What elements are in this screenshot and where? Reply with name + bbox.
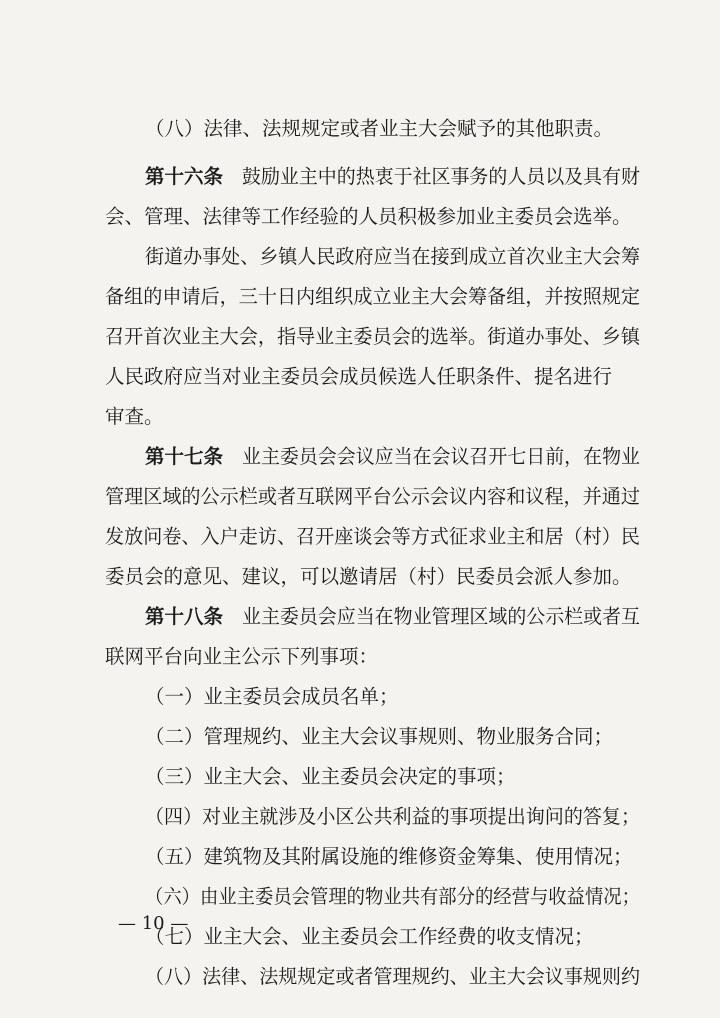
- line-text: 发放问卷、入户走访、召开座谈会等方式征求业主和居（村）民: [105, 525, 640, 548]
- line-text: （八）法律、法规规定或者管理规约、业主大会议事规则约: [145, 965, 640, 988]
- text-line: [0, 197, 720, 237]
- text-line: [0, 109, 720, 149]
- list-item: [0, 877, 720, 917]
- article-18-heading-line: [0, 597, 720, 637]
- line-text: （六）由业主委员会管理的物业共有部分的经营与收益情况；: [145, 885, 640, 908]
- line-text: 联网平台向业主公示下列事项：: [105, 645, 379, 668]
- line-text: （一）业主委员会成员名单；: [145, 685, 399, 708]
- text-line: [0, 637, 720, 677]
- text-line: [0, 517, 720, 557]
- line-text: （五）建筑物及其附属设施的维修资金筹集、使用情况；: [145, 845, 633, 868]
- line-text: 业主委员会会议应当在会议召开七日前，在物业: [242, 445, 641, 468]
- line-text: 召开首次业主大会，指导业主委员会的选举。街道办事处、乡镇: [105, 325, 640, 348]
- line-text: 审查。: [105, 405, 164, 428]
- line-text: （七）业主大会、业主委员会工作经费的收支情况；: [145, 925, 594, 948]
- text-line: [0, 277, 720, 317]
- article-number: 第十六条: [145, 165, 224, 188]
- list-item: [0, 717, 720, 757]
- text-line: [0, 397, 720, 437]
- text-line: [0, 477, 720, 517]
- line-text: 人民政府应当对业主委员会成员候选人任职条件、提名进行: [105, 365, 613, 388]
- line-text: （二）管理规约、业主大会议事规则、物业服务合同；: [145, 725, 614, 748]
- text-line: [0, 557, 720, 597]
- text-line: [0, 317, 720, 357]
- line-text: （八）法律、法规规定或者业主大会赋予的其他职责。: [145, 117, 614, 140]
- list-item: [0, 957, 720, 997]
- line-text: （四）对业主就涉及小区公共利益的事项提出询问的答复；: [145, 805, 640, 828]
- line-text: 鼓励业主中的热衷于社区事务的人员以及具有财: [242, 165, 641, 188]
- article-16-heading-line: [0, 157, 720, 197]
- line-text: 备组的申请后，三十日内组织成立业主大会筹备组，并按照规定: [105, 285, 640, 308]
- line-text: 街道办事处、乡镇人民政府应当在接到成立首次业主大会筹: [145, 245, 640, 268]
- line-text: 会、管理、法律等工作经验的人员积极参加业主委员会选举。: [105, 205, 632, 228]
- list-item: [0, 917, 720, 957]
- list-item: [0, 757, 720, 797]
- text-line: [0, 357, 720, 397]
- list-item: [0, 837, 720, 877]
- list-item: [0, 797, 720, 837]
- list-item: [0, 677, 720, 717]
- line-text: 业主委员会应当在物业管理区域的公示栏或者互: [242, 605, 641, 628]
- line-text: （三）业主大会、业主委员会决定的事项；: [145, 765, 516, 788]
- line-text: 管理区域的公示栏或者互联网平台公示会议内容和议程，并通过: [105, 485, 640, 508]
- article-number: 第十七条: [145, 445, 224, 468]
- article-number: 第十八条: [145, 605, 224, 628]
- text-line: [0, 237, 720, 277]
- page-number: — 10 —: [118, 913, 189, 934]
- line-text: 委员会的意见、建议，可以邀请居（村）民委员会派人参加。: [105, 565, 632, 588]
- article-17-heading-line: [0, 437, 720, 477]
